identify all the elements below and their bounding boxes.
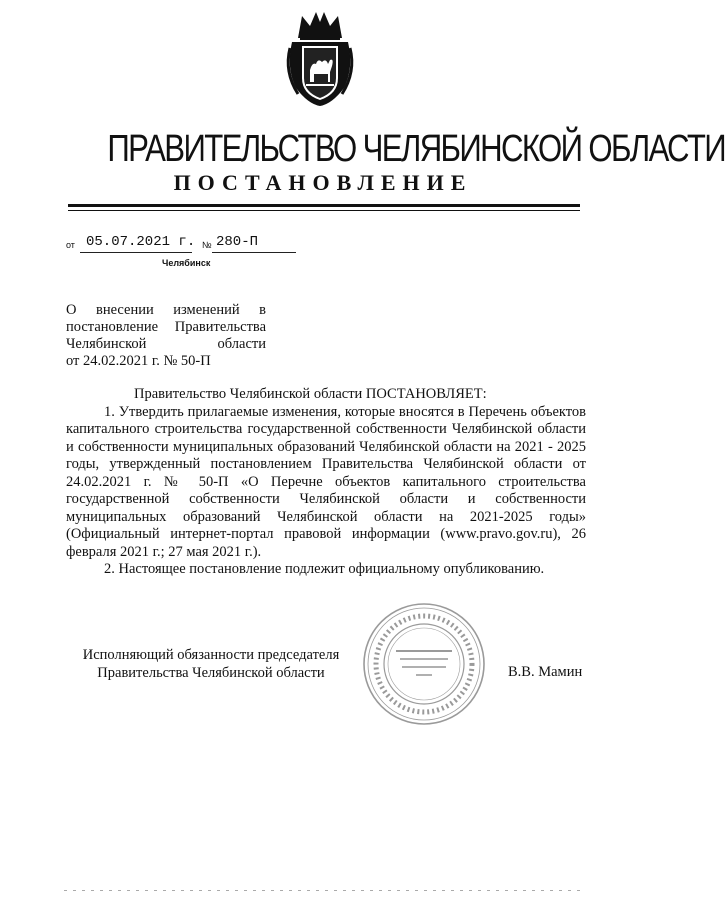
number-prefix: № bbox=[202, 240, 212, 250]
subject-line: постановление Правительства bbox=[66, 319, 266, 335]
resolution-item-1: 1. Утвердить прилагаемые изменения, которые вносятся в Перечень объектов капитального строительства государственной собственности Челябинской области и собственности муниципальных образований Челябинской области на 2021 - 2025 годы, утвержденный постановлением Правительства Челябинской области от 24.02.2021 г. № 50-П «О Перечне объектов капитального строительства государственной собственности Челябинской области и собственности муниципальных образований Челябинской области на 2021-2025 годы» (Официальный интернет-портал правовой информации (www.pravo.gov.ru), 26 февраля 2021 г.; 27 мая 2021 г.). bbox=[66, 403, 586, 560]
document-type-title: ПОСТАНОВЛЕНИЕ bbox=[173, 170, 473, 195]
signer-position bbox=[66, 646, 356, 682]
signer-position-line: Исполняющий обязанности председателя bbox=[82, 647, 340, 663]
number-underline bbox=[212, 252, 296, 253]
header-divider-thin bbox=[68, 210, 580, 211]
signer-position-line: Правительства Челябинской области bbox=[97, 665, 325, 681]
resolution-lead: Правительство Челябинской области ПОСТАНОВЛЯЕТ: bbox=[134, 386, 487, 402]
date-underline bbox=[80, 252, 192, 253]
resolution-item-2: 2. Настоящее постановление подлежит официальному опубликованию. bbox=[104, 561, 545, 577]
official-round-stamp-icon bbox=[360, 600, 488, 728]
subject-line: О внесении изменений в bbox=[66, 302, 266, 318]
document-body bbox=[66, 386, 586, 579]
subject-line: от 24.02.2021 г. № 50-П bbox=[66, 353, 211, 369]
document-subject bbox=[66, 302, 266, 370]
document-date: 05.07.2021 г. bbox=[86, 234, 196, 250]
government-title: ПРАВИТЕЛЬСТВО ЧЕЛЯБИНСКОЙ ОБЛАСТИ bbox=[107, 128, 725, 170]
chelyabinsk-coat-of-arms-icon bbox=[282, 8, 358, 108]
document-number: 280-П bbox=[216, 234, 259, 250]
date-prefix: от bbox=[66, 240, 75, 250]
registration-line bbox=[66, 232, 306, 256]
subject-line: Челябинской области bbox=[66, 336, 266, 352]
signer-name: В.В. Мамин bbox=[508, 664, 583, 680]
header-divider-thick bbox=[68, 204, 580, 207]
scan-artifact-line bbox=[64, 890, 584, 891]
city-name: Челябинск bbox=[162, 258, 211, 268]
